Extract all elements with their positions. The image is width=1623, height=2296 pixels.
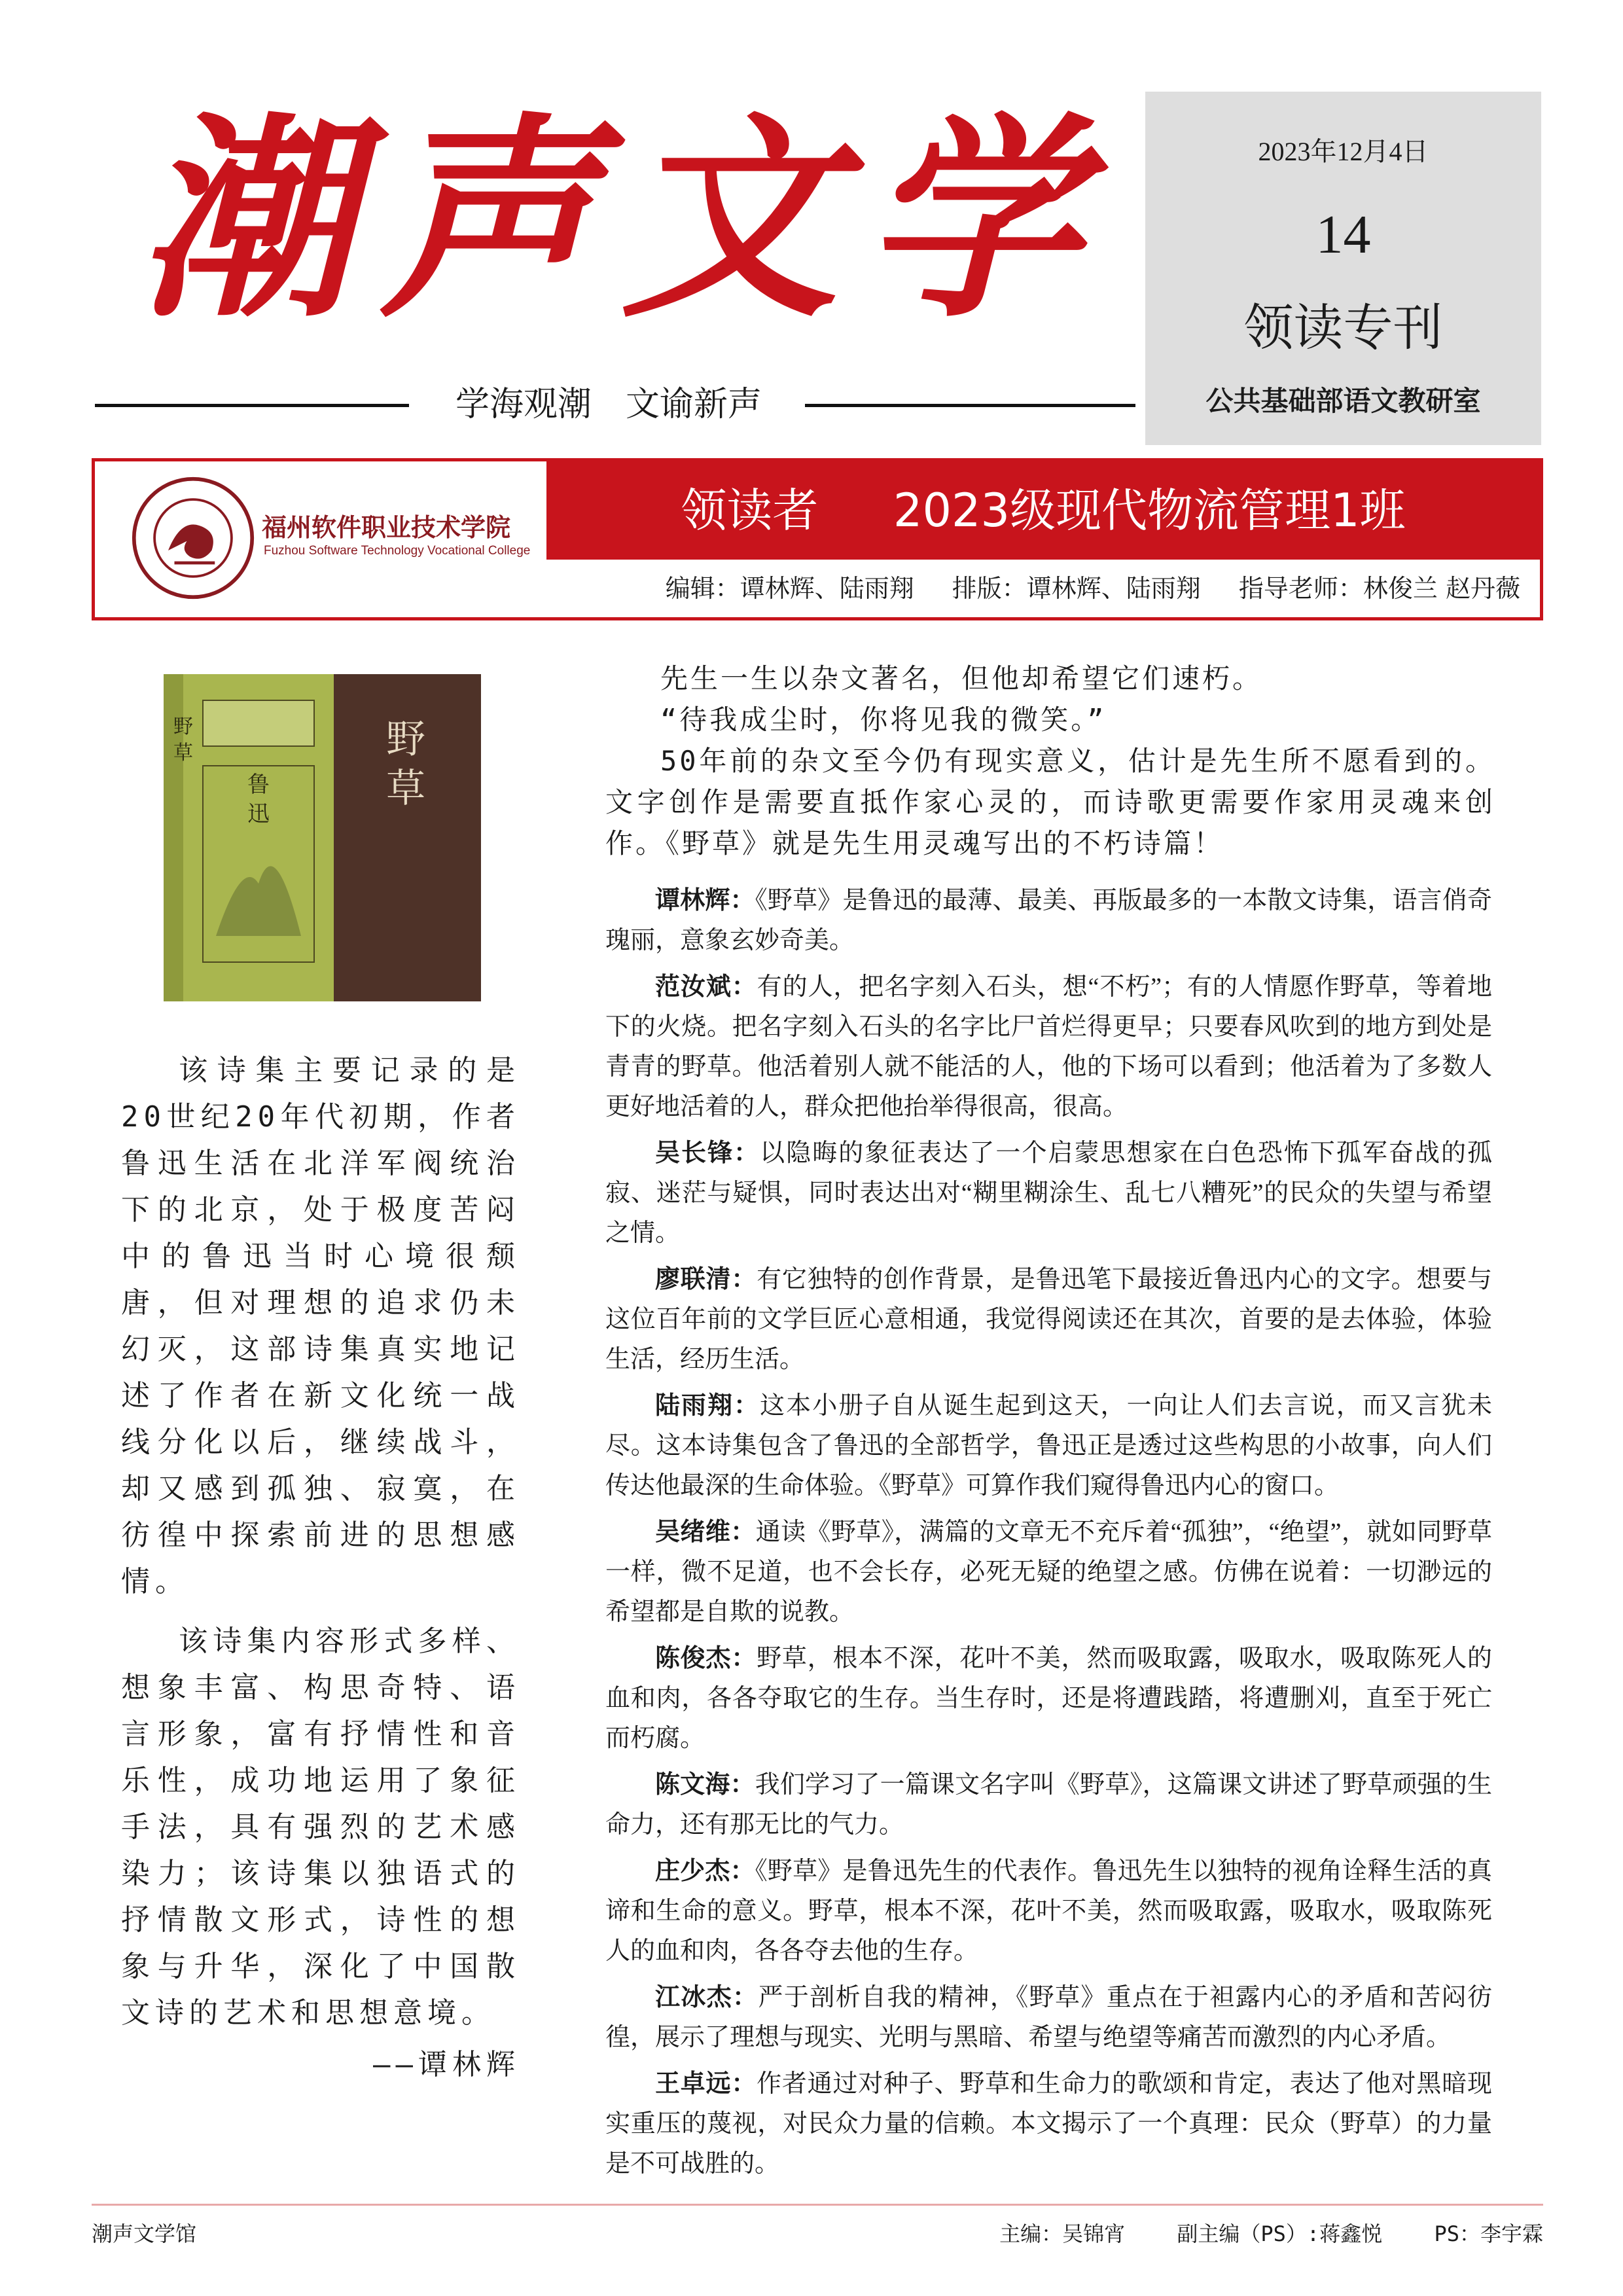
reader-class: 2023级现代物流管理1班: [893, 484, 1406, 537]
comment-author: 陈俊杰：: [655, 1643, 757, 1672]
comment-text: 以隐晦的象征表达了一个启蒙思想家在白色恐怖下孤军奋战的孤寂、迷茫与疑惧，同时表达出对“糊里糊涂生、乱七八糟死”的民众的失望与希望之情。: [605, 1139, 1492, 1247]
footer-publication: 潮声文学馆: [92, 2221, 197, 2246]
layout-credit: 排版：谭林辉、陆雨翔: [952, 574, 1201, 603]
slogan: 学海观潮 文谕新声: [455, 385, 762, 424]
comment-text: 通读《野草》，满篇的文章无不充斥着“孤独”，“绝望”，就如同野草一样，微不足道，也不会长存，必死无疑的绝望之感。仿佛在说着：一切渺远的希望都是自欺的说教。: [605, 1518, 1492, 1626]
credits-line: [546, 560, 1540, 617]
issue-date: 2023年12月4日: [1258, 137, 1429, 166]
book-title-char-1: 野: [386, 717, 425, 762]
comment-author: 谭林辉：: [655, 886, 755, 914]
book-author-1: 鲁: [247, 772, 270, 798]
issue-department: 公共基础部语文教研室: [1205, 385, 1481, 417]
comment-text: 《野草》是鲁迅先生的代表作。鲁迅先生以独特的视角诠释生活的真谛和生命的意义。野草，根本不深，花叶不美，然而吸取露，吸取水，吸取陈死人的血和肉，各各夺去他的生存。: [605, 1857, 1492, 1965]
slogan-divider-left: [95, 404, 409, 407]
footer-credits: [960, 2217, 1543, 2248]
comment-item: [605, 967, 1492, 1127]
comment-item: [605, 1765, 1492, 1845]
left-paragraph-2: 该诗集内容形式多样、想象丰富、构思奇特、语言形象，富有抒情性和音乐性，成功地运用了象征手法，具有强烈的艺术感染力；该诗集以独语式的抒情散文形式，诗性的想象与升华，深化了中国散文诗的艺术和思想意境。: [121, 1624, 520, 2030]
comment-text: 严于剖析自我的精神，《野草》重点在于袒露内心的矛盾和苦闷彷徨，展示了理想与现实、光明与黑暗、希望与绝望等痛苦而激烈的内心矛盾。: [605, 1984, 1492, 2051]
comment-item: [605, 1638, 1492, 1759]
issue-type: 领读专刊: [1243, 298, 1443, 357]
footer-ps: PS：李宇霖: [1434, 2221, 1543, 2246]
comment-text: 作者通过对种子、野草和生命力的歌颂和肯定，表达了他对黑暗现实重压的蔑视，对民众力量的信赖。本文揭示了一个真理：民众（野草）的力量是不可战胜的。: [605, 2070, 1492, 2178]
masthead-title: 潮声文学: [137, 92, 1106, 346]
college-name-en: Fuzhou Software Technology Vocational College: [264, 544, 531, 558]
comment-item: [605, 1851, 1492, 1971]
comment-item: [605, 1386, 1492, 1506]
editor-credit: 编辑：谭林辉、陆雨翔: [665, 574, 914, 603]
comment-item: [605, 1133, 1492, 1253]
footer-deputy-editor: 副主编（PS）:蒋鑫悦: [1177, 2221, 1383, 2246]
left-column-review: [121, 1047, 520, 2088]
footer-divider: [92, 2204, 1543, 2206]
comment-text: 有的人，把名字刻入石头，想“不朽”；有的人情愿作野草，等着地下的火烧。把名字刻入石头的名字比尸首烂得更早；只要春风吹到的地方到处是青青的野草。他活着别人就不能活的人，他的下场可以看到；他活着为了多数人更好地活着的人，群众把他抬举得很高，很高。: [605, 973, 1492, 1121]
comment-author: 范汝斌：: [655, 972, 757, 1001]
comment-item: [605, 880, 1492, 961]
comment-item: [605, 1977, 1492, 2058]
book-title-char-2: 草: [386, 766, 425, 812]
comment-author: 陈文海：: [655, 1770, 755, 1799]
reader-banner: [92, 458, 1543, 620]
book-author-2: 迅: [247, 801, 270, 827]
book-cover-image: [151, 661, 491, 1014]
intro-line-1: 先生一生以杂文著名，但他却希望它们速朽。: [660, 662, 1263, 694]
intro-line-3: 50年前的杂文至今仍有现实意义，估计是先生所不愿看到的。文字创作是需要直抵作家心灵的，而诗歌更需要作家用灵魂来创作。《野草》就是先生用灵魂写出的不朽诗篇！: [605, 745, 1495, 859]
advisor-credit: 指导老师：林俊兰 赵丹薇: [1238, 574, 1520, 603]
book-spine-char-1: 野: [173, 715, 193, 738]
footer-chief-editor: 主编：吴锦宵: [999, 2221, 1126, 2246]
left-paragraph-1: 该诗集主要记录的是20世纪20年代初期，作者鲁迅生活在北洋军阀统治下的北京，处于极度苦闷中的鲁迅当时心境很颓唐，但对理想的追求仍未幻灭，这部诗集真实地记述了作者在新文化统一战线分化以后，继续战斗，却又感到孤独、寂寞，在彷徨中探索前进的思想感情。: [121, 1054, 520, 1598]
college-logo-area: [95, 461, 546, 617]
comment-text: 《野草》是鲁迅的最薄、最美、再版最多的一本散文诗集，语言俏奇瑰丽，意象玄妙奇美。: [605, 887, 1492, 954]
comment-item: [605, 1512, 1492, 1632]
slogan-divider-right: [805, 404, 1135, 407]
comment-author: 庄少杰：: [655, 1856, 755, 1885]
comment-text: 野草，根本不深，花叶不美，然而吸取露，吸取水，吸取陈死人的血和肉，各各夺取它的生存。当生存时，还是将遭践踏，将遭删刈，直至于死亡而朽腐。: [605, 1645, 1492, 1752]
comment-author: 吴绪维：: [655, 1517, 756, 1546]
issue-info-box: [1145, 92, 1541, 445]
comment-author: 陆雨翔：: [655, 1391, 760, 1420]
comment-text: 我们学习了一篇课文名字叫《野草》，这篇课文讲述了野草顽强的生命力，还有那无比的气力。: [605, 1771, 1492, 1839]
comment-item: [605, 2064, 1492, 2184]
comment-item: [605, 1259, 1492, 1380]
comment-author: 吴长锋：: [655, 1138, 760, 1167]
issue-number: 14: [1315, 204, 1371, 265]
comment-author: 王卓远：: [655, 2069, 757, 2098]
reader-comments: [605, 880, 1492, 2190]
reader-label: 领读者: [681, 484, 819, 537]
comment-author: 江冰杰：: [655, 1982, 758, 2011]
book-spine-char-2: 草: [173, 742, 193, 764]
reader-heading: [546, 461, 1540, 560]
reader-heading-bar: [546, 461, 1540, 560]
comment-text: 有它独特的创作背景，是鲁迅笔下最接近鲁迅内心的文字。想要与这位百年前的文学巨匠心意相通，我觉得阅读还在其次，首要的是去体验，体验生活，经历生活。: [605, 1266, 1492, 1373]
intro-text: [605, 658, 1495, 864]
intro-line-2: “待我成尘时，你将见我的微笑。”: [660, 704, 1107, 736]
comment-author: 廖联清：: [655, 1265, 757, 1293]
college-name-cn: 福州软件职业技术学院: [262, 513, 511, 542]
left-signature: ——谭林辉: [373, 2048, 520, 2081]
comment-text: 这本小册子自从诞生起到这天，一向让人们去言说，而又言犹未尽。这本诗集包含了鲁迅的全部哲学，鲁迅正是透过这些构思的小故事，向人们传达他最深的生命体验。《野草》可算作我们窥得鲁迅内心的窗口。: [605, 1392, 1492, 1499]
college-seal-icon: [131, 476, 255, 600]
